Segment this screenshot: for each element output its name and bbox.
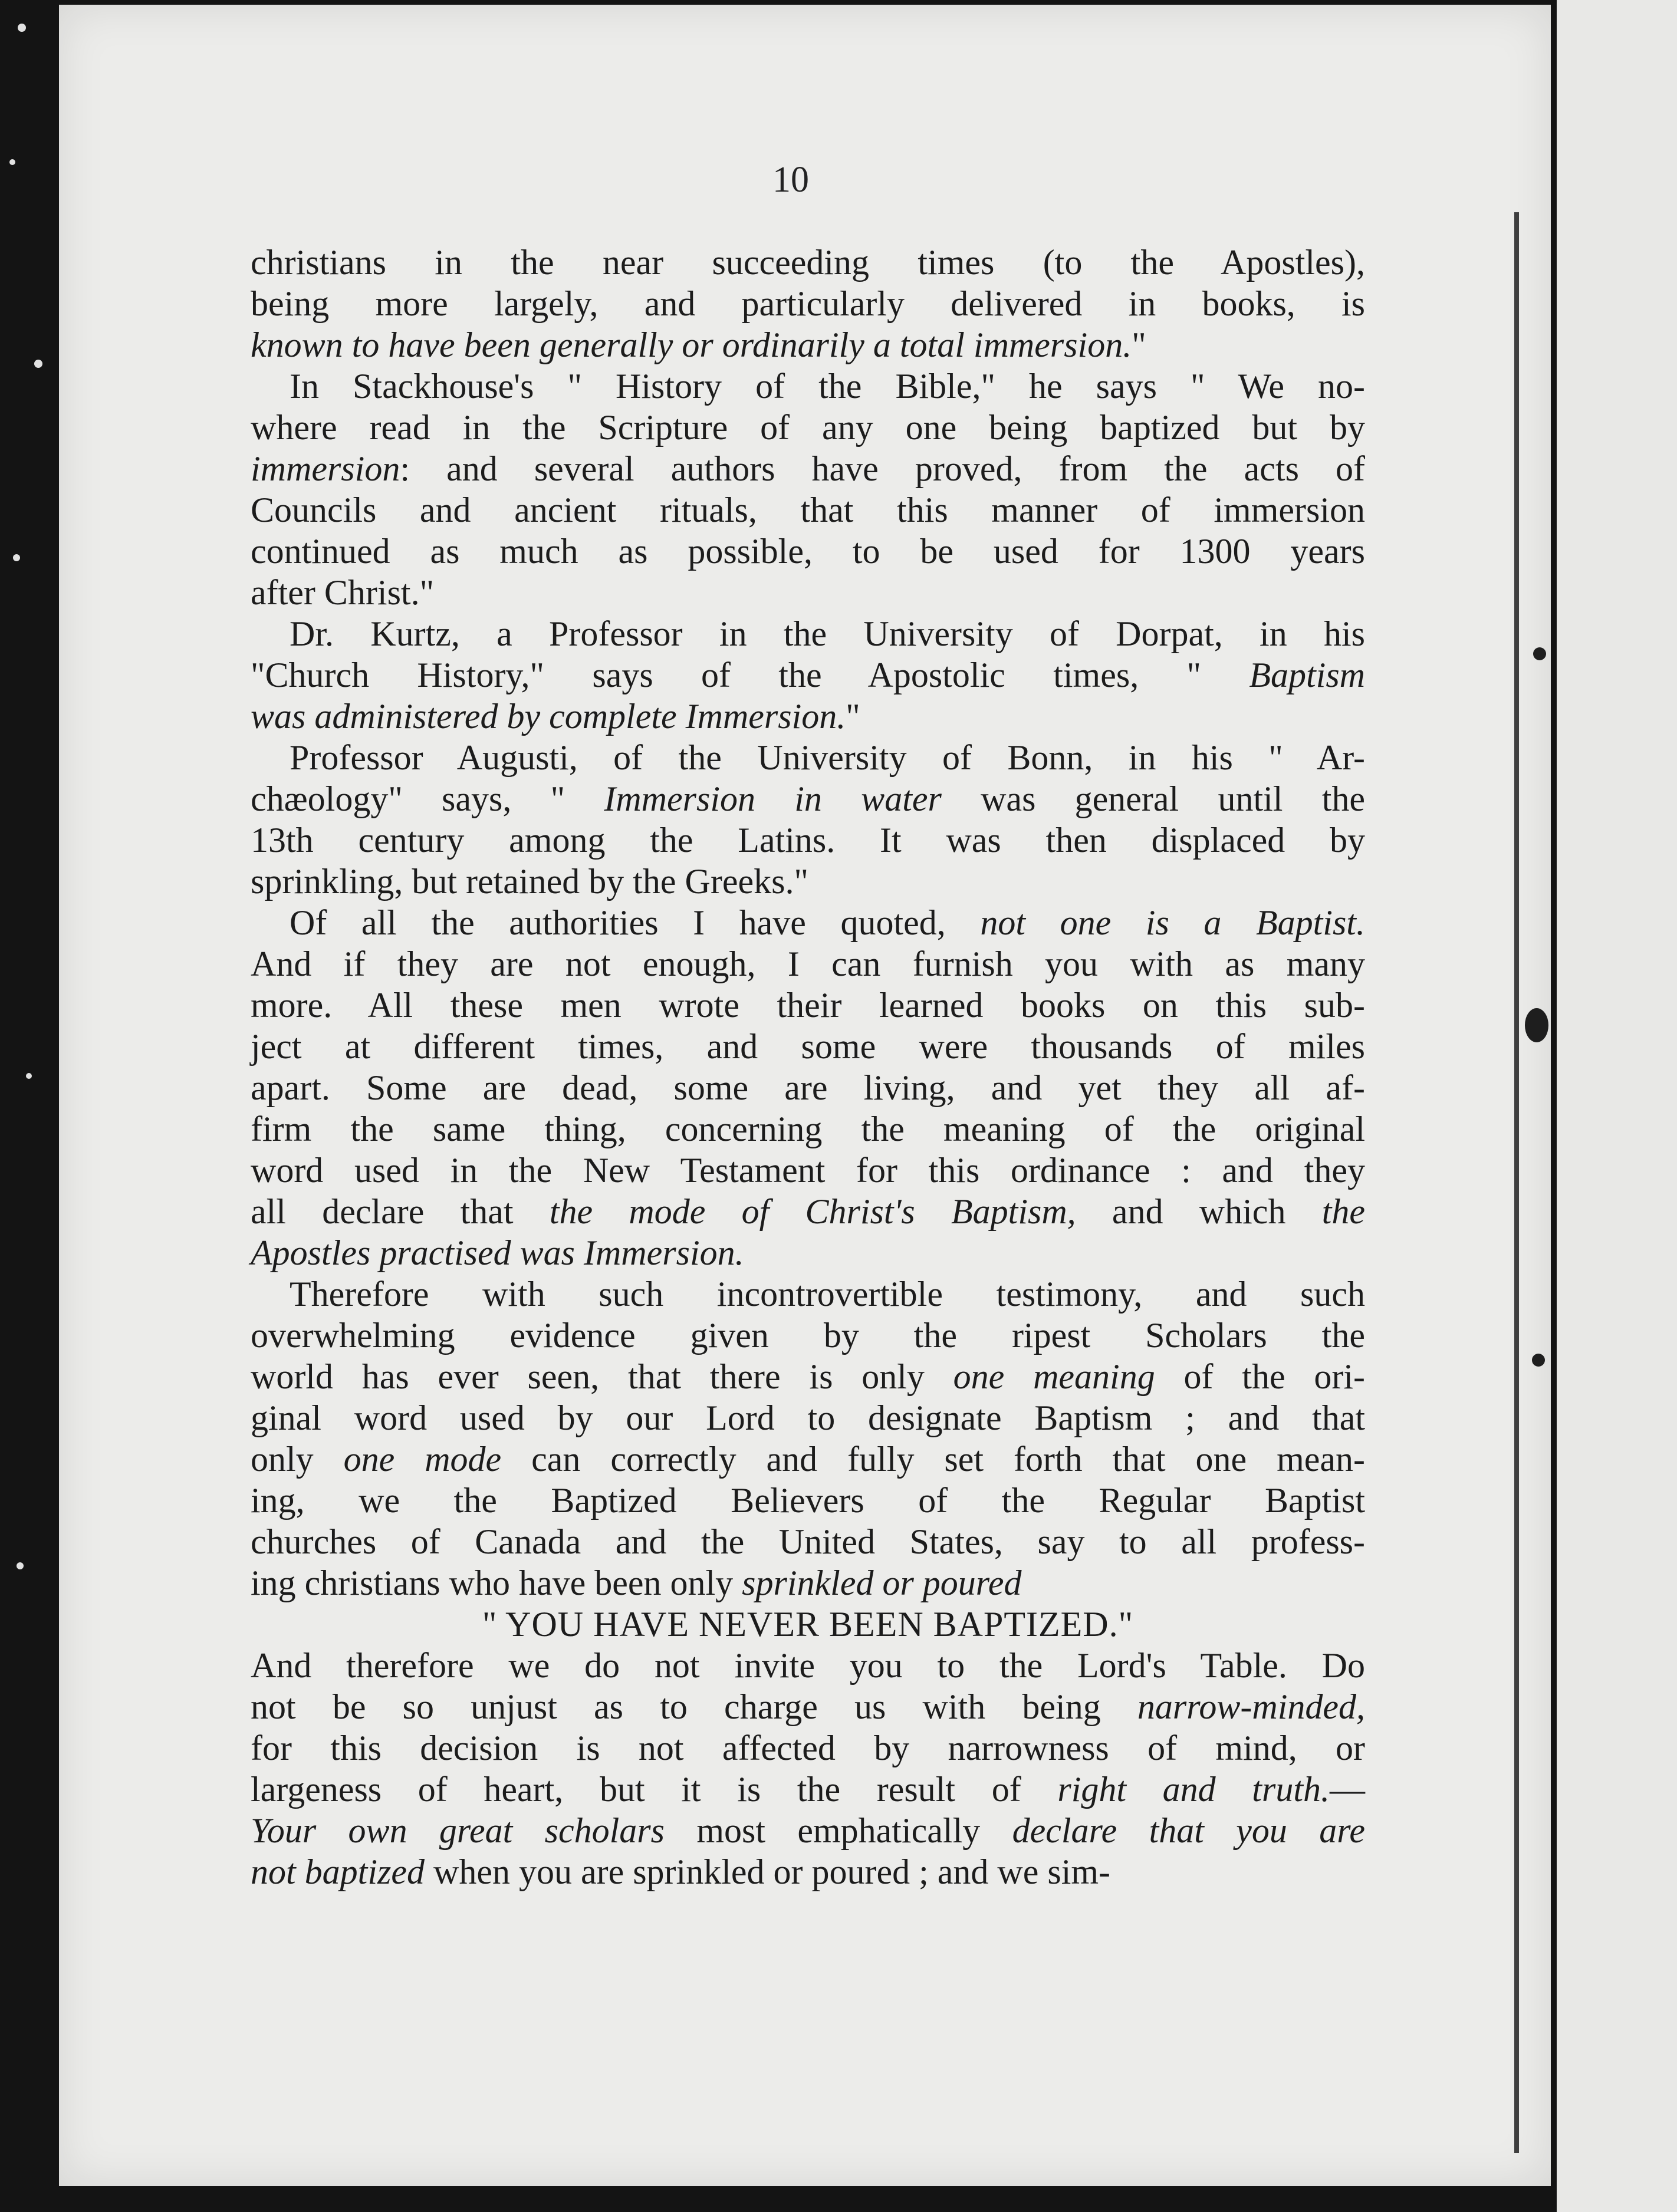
dust-speck	[26, 1073, 32, 1079]
italic-text-run: the mode of Christ's Baptism,	[549, 1192, 1076, 1231]
text-line	[251, 1562, 1365, 1604]
text-line	[251, 696, 1365, 737]
text-run: ing christians who have been only	[251, 1563, 742, 1602]
italic-text-run: right and truth.	[1057, 1770, 1330, 1809]
text-run: sprinkling, but retained by the Greeks."	[251, 862, 808, 901]
text-line	[251, 613, 1365, 654]
binding-hole-mark	[1525, 1008, 1548, 1042]
text-line	[251, 242, 1365, 283]
text-line	[251, 1769, 1365, 1810]
text-line	[251, 1521, 1365, 1562]
italic-text-run: not baptized	[251, 1852, 425, 1891]
text-run: of the ori-	[1155, 1357, 1365, 1396]
text-line	[251, 985, 1365, 1026]
text-run: churches of Canada and the United States, say to all profess-	[251, 1522, 1365, 1561]
text-line	[251, 1315, 1365, 1356]
page-fold-line	[1514, 212, 1519, 2153]
text-run: for this decision is not affected by narrowness of mind, or	[251, 1729, 1365, 1767]
text-line	[251, 1026, 1365, 1067]
text-run: "	[1132, 325, 1146, 364]
text-line	[251, 1604, 1365, 1645]
italic-text-run: not one is a Baptist.	[980, 903, 1365, 942]
dust-speck	[18, 24, 26, 32]
text-line	[251, 448, 1365, 489]
text-run: 13th century among the Latins. It was then displaced by	[251, 821, 1365, 860]
italic-text-run: Immersion in water	[604, 779, 942, 818]
text-run: ing, we the Baptized Believers of the Regular Baptist	[251, 1481, 1365, 1520]
text-run: all declare that	[251, 1192, 550, 1231]
text-run: when you are sprinkled or poured ; and we sim-	[425, 1852, 1111, 1891]
text-line	[251, 407, 1365, 448]
text-run: ject at different times, and some were thousands of miles	[251, 1027, 1365, 1066]
text-run: christians in the near succeeding times (to the Apostles),	[251, 243, 1365, 282]
text-line	[251, 902, 1365, 943]
text-line	[251, 1645, 1365, 1686]
text-run: —	[1329, 1770, 1365, 1809]
italic-text-run: known to have been generally or ordinarily a total immersion.	[251, 325, 1132, 364]
text-line	[251, 1273, 1365, 1315]
text-run: continued as much as possible, to be used for 1300 years	[251, 532, 1365, 571]
text-run: Professor Augusti, of the University of Bonn, in his " Ar-	[290, 738, 1365, 777]
text-line	[251, 1067, 1365, 1108]
text-line	[251, 1810, 1365, 1851]
text-run: "Church History," says of the Apostolic times, "	[251, 656, 1249, 694]
text-line	[251, 861, 1365, 902]
text-run: after Christ."	[251, 573, 435, 612]
text-run: In Stackhouse's " History of the Bible," he says " We no-	[290, 367, 1365, 406]
text-run: ginal word used by our Lord to designate Baptism ; and that	[251, 1398, 1365, 1437]
text-run: And therefore we do not invite you to the Lord's Table. Do	[251, 1646, 1365, 1685]
text-run: "	[846, 697, 860, 736]
text-line	[251, 572, 1365, 613]
text-line	[251, 489, 1365, 531]
adjacent-page-edge	[1557, 0, 1677, 2212]
text-line	[251, 737, 1365, 778]
text-run: apart. Some are dead, some are living, and yet they all af-	[251, 1068, 1365, 1107]
dust-speck	[17, 1562, 24, 1569]
text-run: more. All these men wrote their learned books on this sub-	[251, 986, 1365, 1025]
italic-text-run: one meaning	[953, 1357, 1155, 1396]
italic-text-run: sprinkled or poured	[742, 1563, 1022, 1602]
dust-speck	[13, 554, 20, 561]
italic-text-run: was administered by complete Immersion.	[251, 697, 846, 736]
italic-text-run: immersion	[251, 449, 400, 488]
italic-text-run: one mode	[343, 1440, 502, 1479]
binding-thread-mark	[1532, 1354, 1545, 1367]
text-run: overwhelming evidence given by the ripest Scholars the	[251, 1316, 1365, 1355]
text-line	[251, 283, 1365, 324]
text-run: where read in the Scripture of any one being baptized but by	[251, 408, 1365, 447]
text-run: most emphatically	[665, 1811, 1012, 1850]
text-run: firm the same thing, concerning the meaning of the original	[251, 1110, 1365, 1148]
text-run: can correctly and fully set forth that one mean-	[501, 1440, 1366, 1479]
text-run: " YOU HAVE NEVER BEEN BAPTIZED."	[482, 1605, 1134, 1644]
text-line	[251, 531, 1365, 572]
dust-speck	[9, 159, 15, 165]
dust-speck	[34, 360, 42, 368]
italic-text-run: Apostles practised was Immersion.	[251, 1233, 744, 1272]
text-line	[251, 366, 1365, 407]
text-run: and which	[1076, 1192, 1322, 1231]
text-run: Councils and ancient rituals, that this manner of immersion	[251, 491, 1365, 529]
text-line	[251, 1232, 1365, 1273]
text-run: word used in the New Testament for this ordinance : and they	[251, 1151, 1365, 1190]
text-run: was general until the	[941, 779, 1366, 818]
text-line	[251, 1439, 1365, 1480]
body-text	[251, 242, 1365, 1892]
text-line	[251, 1727, 1365, 1769]
text-line	[251, 943, 1365, 985]
text-run: : and several authors have proved, from the acts of	[400, 449, 1365, 488]
text-line	[251, 1851, 1365, 1892]
text-run: not be so unjust as to charge us with being	[251, 1687, 1137, 1726]
text-run: only	[251, 1440, 344, 1479]
text-line	[251, 654, 1365, 696]
text-line	[251, 1397, 1365, 1439]
text-run: largeness of heart, but it is the result of	[251, 1770, 1058, 1809]
text-line	[251, 819, 1365, 861]
text-run: Dr. Kurtz, a Professor in the University of Dorpat, in his	[290, 614, 1365, 653]
italic-text-run: declare that you are	[1012, 1811, 1365, 1850]
text-run: And if they are not enough, I can furnish you with as many	[251, 944, 1365, 983]
text-line	[251, 1356, 1365, 1397]
text-run: chæology" says, "	[251, 779, 604, 818]
text-line	[251, 1191, 1365, 1232]
text-line	[251, 778, 1365, 819]
text-line	[251, 1686, 1365, 1727]
italic-text-run: Baptism	[1249, 656, 1365, 694]
italic-text-run: Your own great scholars	[251, 1811, 665, 1850]
text-line	[251, 1150, 1365, 1191]
italic-text-run: narrow-minded,	[1137, 1687, 1365, 1726]
text-line	[251, 324, 1365, 366]
page-number: 10	[772, 160, 809, 200]
binding-thread-mark	[1533, 647, 1546, 660]
text-line	[251, 1480, 1365, 1521]
text-run: being more largely, and particularly delivered in books, is	[251, 284, 1365, 323]
text-run: Of all the authorities I have quoted,	[290, 903, 981, 942]
text-line	[251, 1108, 1365, 1150]
text-run: world has ever seen, that there is only	[251, 1357, 953, 1396]
text-run: Therefore with such incontrovertible testimony, and such	[290, 1275, 1365, 1314]
italic-text-run: the	[1321, 1192, 1365, 1231]
